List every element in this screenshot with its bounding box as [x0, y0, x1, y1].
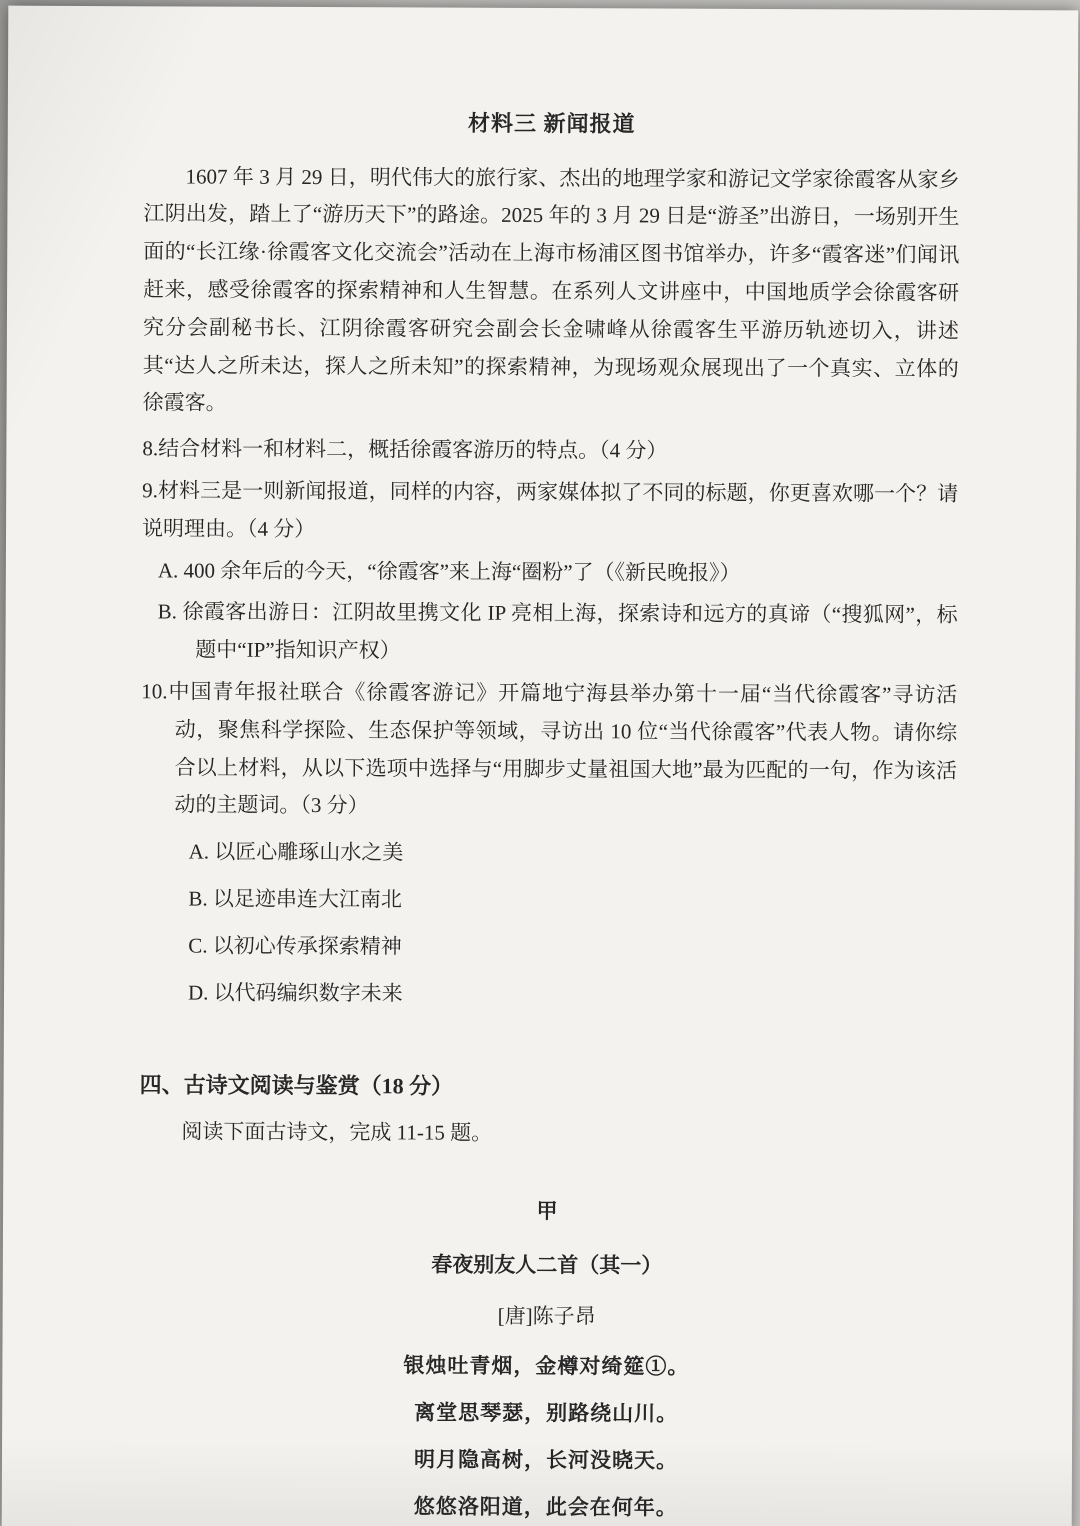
question-8-text: 结合材料一和材料二，概括徐霞客游历的特点。（4 分） [158, 436, 668, 463]
section-instruction: 阅读下面古诗文，完成 11-15 题。 [181, 1119, 493, 1145]
question-9-number: 9. [142, 478, 159, 503]
question-9 [142, 472, 958, 551]
question-8 [142, 430, 958, 471]
section-heading: 四、古诗文阅读与鉴赏（18 分） [139, 1072, 454, 1099]
question-10-option-b: B. 以足迹串连大江南北 [188, 886, 403, 912]
poem-title: 春夜别友人二首（其一） [431, 1252, 663, 1278]
question-9-text: 材料三是一则新闻报道，同样的内容，两家媒体拟了不同的标题，你更喜欢哪一个？请说明理由。（4 分） [141, 478, 959, 541]
poem-author: [唐]陈子昂 [497, 1304, 596, 1329]
paper-sheet [2, 6, 1079, 1526]
poem-line: 银烛吐青烟，金樽对绮筵①。 [403, 1353, 690, 1379]
question-8-number: 8. [142, 436, 159, 461]
question-10-text: 中国青年报社联合《徐霞客游记》开篇地宁海县举办第十一届“当代徐霞客”寻访活动，聚焦科学探险、生态保护等领域，寻访出 10 位“当代徐霞客”代表人物。请你综合以上材料，从以下选项中选择与“用脚步丈量祖国大地”最为匹配的一句，作为该活动的主题词。（3 分） [167, 679, 958, 818]
question-10-option-d: D. 以代码编织数字未来 [187, 979, 403, 1005]
poem-block [138, 1191, 955, 1526]
question-9-option-a: A. 400 余年后的今天，“徐霞客”来上海“圈粉”了（《新民晚报》） [157, 557, 741, 585]
poem-line: 离堂思琴瑟，别路绕山川。 [414, 1400, 679, 1426]
question-10-option-a: A. 以匠心雕琢山水之美 [188, 839, 404, 865]
question-9-option-b: B. 徐霞客出游日：江阴故里携文化 IP 亮相上海，探索诗和远方的真谛（“搜狐网”，标题中“IP”指知识产权） [157, 599, 958, 663]
material-paragraph: 1607 年 3 月 29 日，明代伟大的旅行家、杰出的地理学家和游记文学家徐霞客从家乡江阴出发，踏上了“游历天下”的路途。2025 年的 3 月 29 日是“游圣”出游日，一场别开生面的“长江缘·徐霞客文化交流会”活动在上海市杨浦区图书馆举办，许多“霞客迷”们闻讯赶来，感受徐霞客的探索精神和人生智慧。在系列人文讲座中，中国地质学会徐霞客研究分会副秘书长、江阴徐霞客研究会副会长金啸峰从徐霞客生平游历轨迹切入，讲述其“达人之所未达，探人之所未知”的探索精神，为现场观众展现出了一个真实、立体的徐霞客。 [142, 164, 960, 416]
question-10-number: 10. [141, 679, 168, 704]
question-10-option-c: C. 以初心传承探索精神 [188, 933, 402, 959]
question-10 [141, 673, 958, 828]
poem-line: 悠悠洛阳道，此会在何年。 [413, 1493, 678, 1520]
poem-part-label: 甲 [536, 1198, 558, 1223]
material-heading: 材料三 新闻报道 [468, 110, 636, 137]
poem-line: 明月隐高树，长河没晓天。 [413, 1447, 679, 1473]
